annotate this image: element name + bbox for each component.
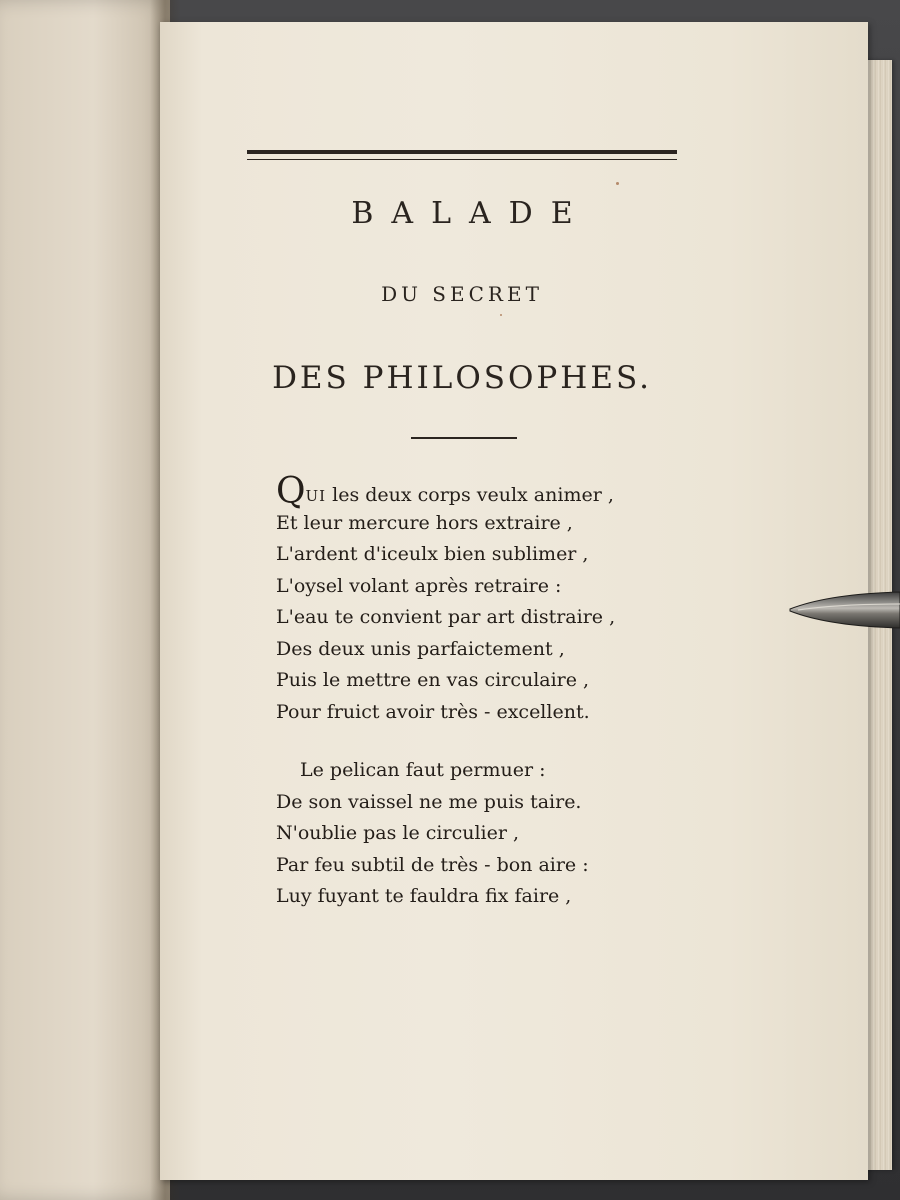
title-line-3: DES PHILOSOPHES. — [272, 360, 652, 396]
verse-line: L'oysel volant après retraire : — [276, 574, 562, 597]
paper-fleck — [500, 314, 502, 316]
stanza-2 — [276, 755, 696, 913]
left-page — [0, 0, 170, 1200]
title-line-1: BALADE — [351, 196, 591, 231]
verse-line: Puis le mettre en vas circulaire , — [276, 669, 590, 691]
title-divider-rule — [411, 437, 517, 439]
title-line-2: DU SECRET — [381, 282, 543, 306]
header-rule-thick — [247, 150, 677, 154]
verse-line-text: les deux corps veulx animer , — [326, 484, 614, 506]
verse-line: Des deux unis parfaictement , — [276, 637, 565, 660]
verse-line: Luy fuyant te fauldra fix faire , — [276, 885, 572, 907]
verse-line: Par feu subtil de très - bon aire : — [276, 853, 589, 876]
header-rule-thin — [247, 159, 677, 160]
verse-line: Et leur mercure hors extraire , — [276, 511, 573, 534]
metal-bookmark-icon — [788, 590, 900, 630]
stanza-1 — [276, 471, 696, 728]
verse-line: L'eau te convient par art distraire , — [276, 606, 616, 628]
verse-line — [276, 471, 696, 512]
paper-fleck — [616, 182, 619, 185]
verse-line: N'oublie pas le circulier , — [276, 822, 520, 844]
verse-line: L'ardent d'iceulx bien sublimer , — [276, 543, 589, 565]
drop-cap: Q — [276, 471, 306, 512]
verse-line: De son vaissel ne me puis taire. — [276, 790, 582, 813]
verse-line: Le pelican faut permuer : — [300, 759, 546, 781]
small-caps: UI — [305, 487, 327, 505]
verse-line: Pour fruict avoir très - excellent. — [276, 700, 590, 723]
